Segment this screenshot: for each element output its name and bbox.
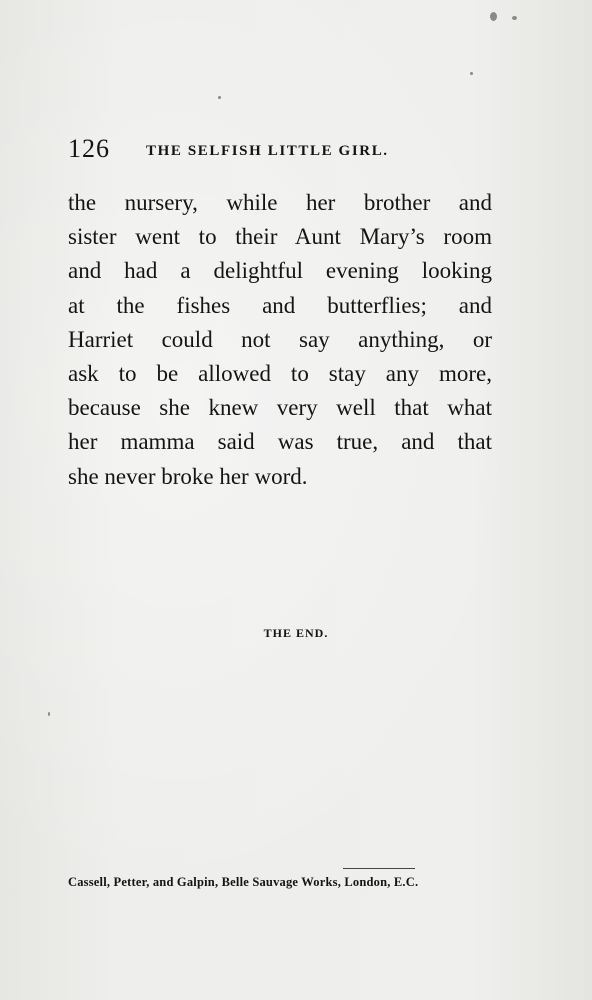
text-line: ask to be allowed to stay any more, (68, 360, 492, 386)
page-header (68, 133, 492, 165)
ink-speck (48, 712, 50, 716)
running-title: THE SELFISH LITTLE GIRL. (146, 143, 389, 159)
page-number: 126 (68, 134, 110, 163)
ink-speck (512, 16, 517, 20)
divider-rule (343, 868, 415, 869)
text-line: her mamma said was true, and that (68, 429, 492, 455)
ink-speck (490, 12, 497, 21)
text-line: at the fishes and butterflies; and (68, 292, 492, 318)
ink-speck (470, 72, 473, 75)
ink-speck (218, 96, 221, 99)
text-line: and had a delightful evening looking (68, 258, 492, 284)
text-line: sister went to their Aunt Mary’s room (68, 224, 492, 250)
printer-imprint: Cassell, Petter, and Galpin, Belle Sauvage Works, London, E.C. (68, 875, 419, 889)
text-line: Harriet could not say anything, or (68, 326, 492, 352)
text-line: she never broke her word. (68, 463, 308, 489)
the-end-label: THE END. (263, 626, 329, 640)
text-line: because she knew very well that what (68, 395, 492, 421)
text-line: the nursery, while her brother and (68, 190, 492, 215)
body-paragraph (68, 186, 492, 494)
